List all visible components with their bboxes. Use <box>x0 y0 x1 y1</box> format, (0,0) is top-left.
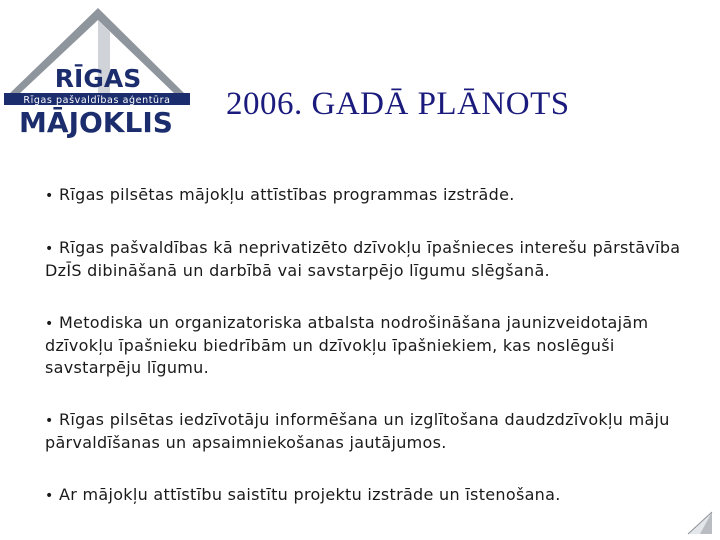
logo-line2: MĀJOKLIS <box>19 106 173 139</box>
list-item <box>45 409 705 454</box>
bullet-dot: • <box>45 188 54 204</box>
logo-band: Rīgas pašvaldības aģentūra <box>23 95 171 106</box>
list-item <box>45 237 705 282</box>
list-item-text: Metodiska un organizatoriska atbalsta nodrošināšana jaunizveidotajām dzīvokļu īpašnieku biedrībām un dzīvokļu īpašniekiem, kas noslēguši savstarpēju līgumu. <box>45 313 649 377</box>
list-item <box>45 184 705 207</box>
bullet-dot: • <box>45 241 54 257</box>
page-title: 2006. GADĀ PLĀNOTS <box>226 86 570 122</box>
bullet-list <box>45 184 705 537</box>
list-item-text: Rīgas pašvaldības kā neprivatizēto dzīvokļu īpašnieces interešu pārstāvība DzĪS dibināšanā un darbībā vai savstarpējo līgumu slēgšanā. <box>45 238 681 280</box>
logo <box>0 0 200 140</box>
next-slide-button[interactable] <box>686 510 714 536</box>
list-item <box>45 312 705 379</box>
list-item-text: Rīgas pilsētas mājokļu attīstības programmas izstrāde. <box>58 185 515 204</box>
bullet-dot: • <box>45 316 54 332</box>
list-item-text: Ar mājokļu attīstību saistītu projektu izstrāde un īstenošana. <box>58 485 561 504</box>
logo-line1: RĪGAS <box>54 64 142 93</box>
page-curl-icon <box>686 510 714 536</box>
bullet-dot: • <box>45 488 54 504</box>
house-roof-icon <box>0 0 200 140</box>
list-item <box>45 484 705 507</box>
list-item-text: Rīgas pilsētas iedzīvotāju informēšana un izglītošana daudzdzīvokļu māju pārvaldīšanas un apsaimniekošanas jautājumos. <box>45 410 670 452</box>
bullet-dot: • <box>45 413 54 429</box>
